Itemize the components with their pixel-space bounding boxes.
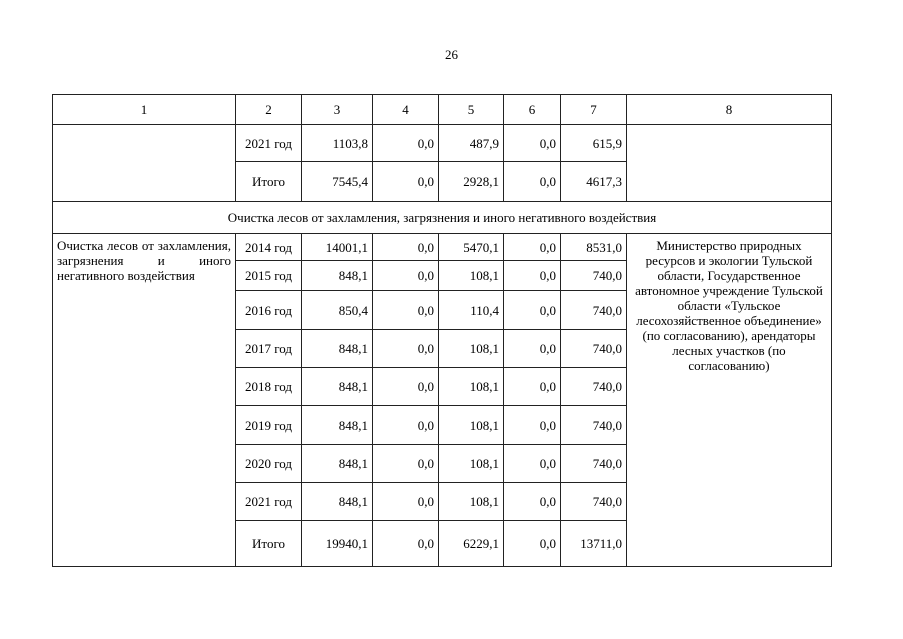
value-cell: 108,1 [439, 445, 504, 483]
value-cell: 740,0 [561, 368, 627, 406]
year-cell: 2021 год [236, 125, 302, 162]
header-cell: 4 [373, 95, 439, 125]
value-cell: 2928,1 [439, 162, 504, 202]
value-cell: 1103,8 [302, 125, 373, 162]
value-cell: 0,0 [504, 261, 561, 291]
value-cell: 0,0 [373, 162, 439, 202]
value-cell: 848,1 [302, 406, 373, 445]
executor-cell: Министерство природных ресурсов и экологии Тульской области, Государственное автономное учреждение Тульской области «Тульское лесохозяйственное объединение» (по согласованию), арендаторы лесных участков (по согласованию) [627, 234, 832, 567]
value-cell: 0,0 [504, 234, 561, 261]
year-cell: 2015 год [236, 261, 302, 291]
value-cell: 848,1 [302, 330, 373, 368]
value-cell: 0,0 [504, 330, 561, 368]
value-cell: 8531,0 [561, 234, 627, 261]
header-cell: 5 [439, 95, 504, 125]
empty-activity-cell [53, 125, 236, 202]
value-cell: 487,9 [439, 125, 504, 162]
value-cell: 0,0 [373, 445, 439, 483]
value-cell: 6229,1 [439, 521, 504, 567]
value-cell: 7545,4 [302, 162, 373, 202]
value-cell: 0,0 [373, 261, 439, 291]
year-cell: 2018 год [236, 368, 302, 406]
value-cell: 0,0 [504, 291, 561, 330]
header-cell: 7 [561, 95, 627, 125]
value-cell: 4617,3 [561, 162, 627, 202]
header-cell: 3 [302, 95, 373, 125]
table-row [53, 234, 832, 261]
value-cell: 0,0 [373, 483, 439, 521]
value-cell: 0,0 [373, 521, 439, 567]
year-cell: 2019 год [236, 406, 302, 445]
year-cell: 2014 год [236, 234, 302, 261]
value-cell: 740,0 [561, 291, 627, 330]
value-cell: 848,1 [302, 483, 373, 521]
empty-executor-cell [627, 125, 832, 202]
value-cell: 740,0 [561, 330, 627, 368]
value-cell: 615,9 [561, 125, 627, 162]
value-cell: 0,0 [504, 445, 561, 483]
value-cell: 0,0 [373, 406, 439, 445]
value-cell: 0,0 [504, 368, 561, 406]
activity-cell: Очистка лесов от захламления, загрязнения и иного негативного воздействия [53, 234, 236, 567]
program-table [52, 94, 832, 567]
value-cell: 848,1 [302, 261, 373, 291]
value-cell: 0,0 [504, 125, 561, 162]
value-cell: 0,0 [504, 521, 561, 567]
header-cell: 2 [236, 95, 302, 125]
header-row [53, 95, 832, 125]
year-cell: 2016 год [236, 291, 302, 330]
value-cell: 848,1 [302, 368, 373, 406]
value-cell: 848,1 [302, 445, 373, 483]
section-row [53, 202, 832, 234]
value-cell: 740,0 [561, 406, 627, 445]
year-cell: Итого [236, 162, 302, 202]
value-cell: 0,0 [504, 406, 561, 445]
year-cell: Итого [236, 521, 302, 567]
value-cell: 0,0 [373, 368, 439, 406]
year-cell: 2020 год [236, 445, 302, 483]
value-cell: 0,0 [373, 330, 439, 368]
year-cell: 2017 год [236, 330, 302, 368]
page-number: 26 [445, 47, 458, 62]
value-cell: 0,0 [504, 162, 561, 202]
value-cell: 108,1 [439, 330, 504, 368]
value-cell: 14001,1 [302, 234, 373, 261]
value-cell: 740,0 [561, 261, 627, 291]
value-cell: 108,1 [439, 368, 504, 406]
value-cell: 108,1 [439, 261, 504, 291]
value-cell: 110,4 [439, 291, 504, 330]
header-cell: 6 [504, 95, 561, 125]
value-cell: 0,0 [373, 234, 439, 261]
value-cell: 108,1 [439, 406, 504, 445]
value-cell: 0,0 [504, 483, 561, 521]
value-cell: 108,1 [439, 483, 504, 521]
section-title: Очистка лесов от захламления, загрязнения и иного негативного воздействия [53, 202, 832, 234]
value-cell: 13711,0 [561, 521, 627, 567]
header-cell: 8 [627, 95, 832, 125]
header-cell: 1 [53, 95, 236, 125]
value-cell: 19940,1 [302, 521, 373, 567]
value-cell: 740,0 [561, 483, 627, 521]
value-cell: 740,0 [561, 445, 627, 483]
year-cell: 2021 год [236, 483, 302, 521]
table-row [53, 125, 832, 162]
value-cell: 0,0 [373, 291, 439, 330]
value-cell: 850,4 [302, 291, 373, 330]
value-cell: 0,0 [373, 125, 439, 162]
value-cell: 5470,1 [439, 234, 504, 261]
